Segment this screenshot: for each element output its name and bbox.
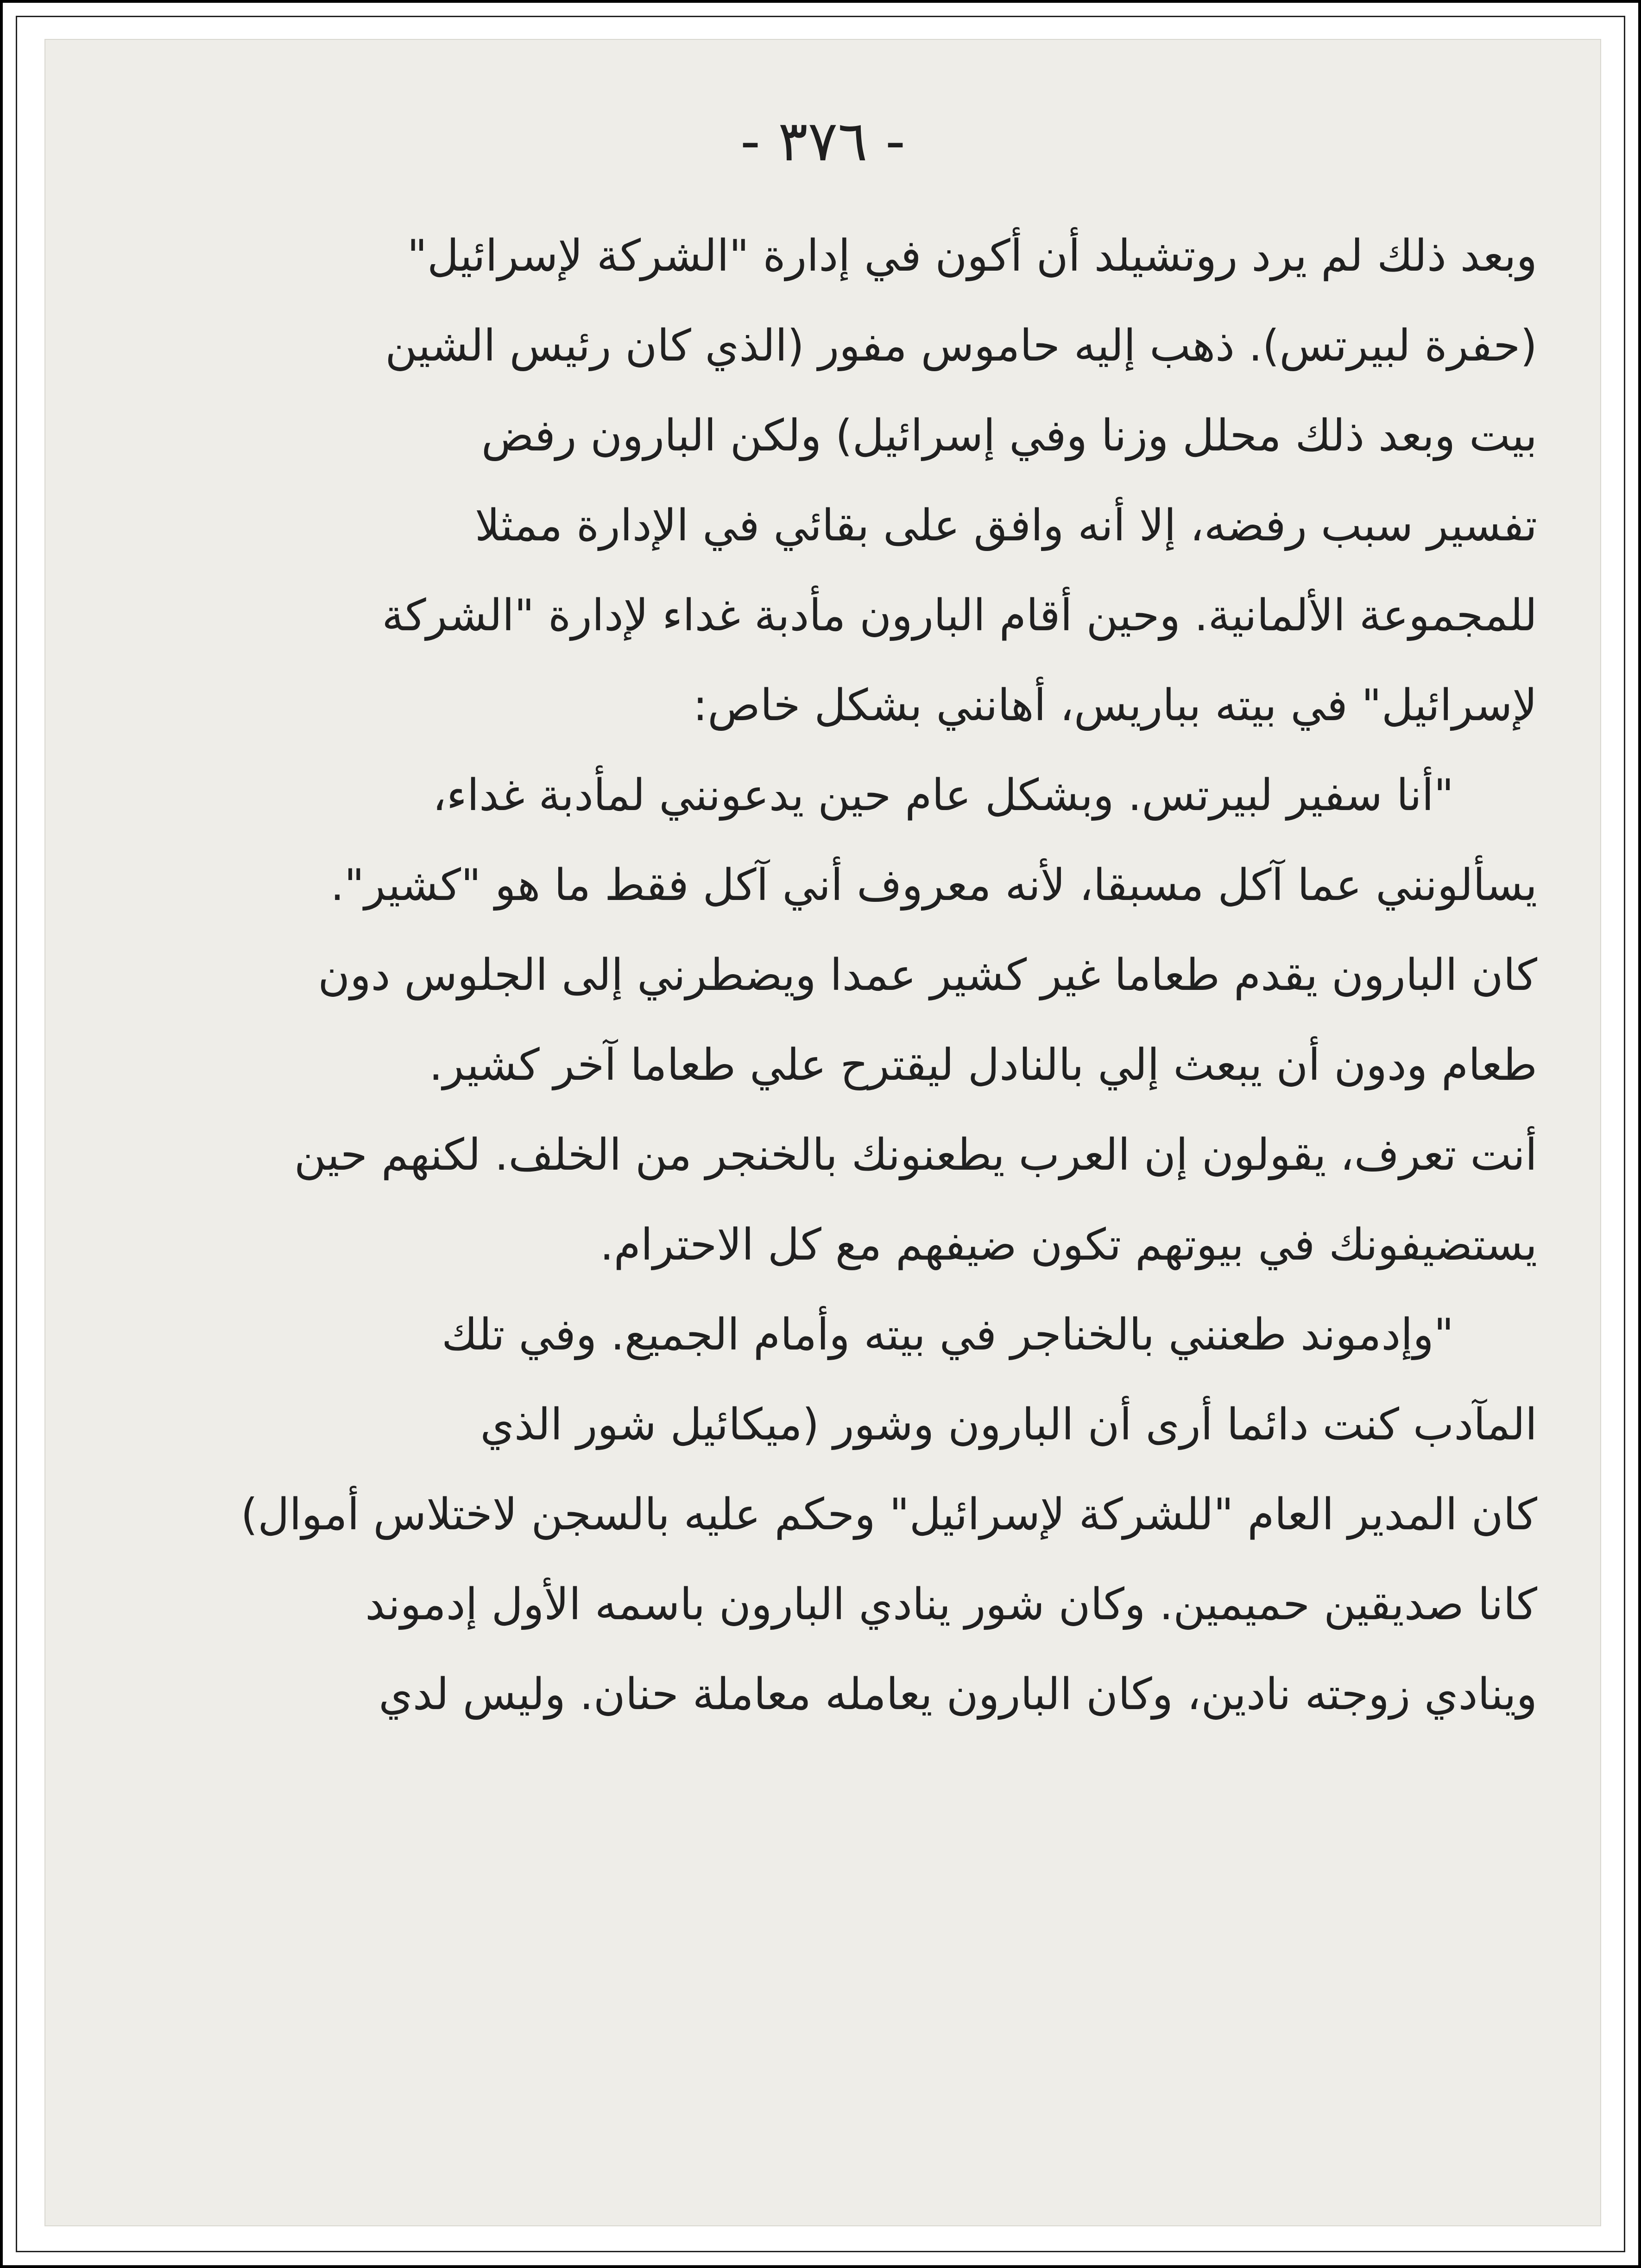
text-line: كان البارون يقدم طعاما غير كشير عمدا ويضطرني إلى الجلوس دون — [318, 950, 1537, 1001]
text-line-paragraph-start: "وإدموند طعنني بالخناجر في بيته وأمام الجميع. وفي تلك — [442, 1310, 1454, 1360]
text-line: (حفرة لبيرتس). ذهب إليه حاموس مفور (الذي كان رئيس الشين — [385, 321, 1537, 371]
text-line: بيت وبعد ذلك محلل وزنا وفي إسرائيل) ولكن البارون رفض — [481, 411, 1537, 461]
text-line: طعام ودون أن يبعث إلي بالنادل ليقترح علي طعاما آخر كشير. — [429, 1040, 1537, 1090]
text-line: يسألونني عما آكل مسبقا، لأنه معروف أني آكل فقط ما هو "كشير". — [330, 860, 1537, 911]
page-number: - ٣٧٦ - — [740, 109, 906, 174]
text-line: يستضيفونك في بيوتهم تكون ضيفهم مع كل الاحترام. — [600, 1220, 1537, 1270]
text-line: لإسرائيل" في بيته بباريس، أهانني بشكل خاص: — [693, 680, 1537, 731]
text-line: المآدب كنت دائما أرى أن البارون وشور (ميكائيل شور الذي — [480, 1400, 1537, 1450]
text-line: للمجموعة الألمانية. وحين أقام البارون مأدبة غداء لإدارة "الشركة — [382, 590, 1537, 641]
text-line: أنت تعرف، يقولون إن العرب يطعنونك بالخنجر من الخلف. لكنهم حين — [294, 1130, 1537, 1180]
text-line: كان المدير العام "للشركة لإسرائيل" وحكم عليه بالسجن لاختلاس أموال) — [240, 1489, 1537, 1540]
text-line: تفسير سبب رفضه، إلا أنه وافق على بقائي في الإدارة ممثلا — [474, 500, 1537, 551]
handwritten-text-body — [115, 211, 1537, 1740]
text-line: وبعد ذلك لم يرد روتشيلد أن أكون في إدارة "الشركة لإسرائيل" — [407, 231, 1537, 281]
text-line-paragraph-start: "أنا سفير لبيرتس. وبشكل عام حين يدعونني لمأدبة غداء، — [432, 770, 1454, 821]
text-line: كانا صديقين حميمين. وكان شور ينادي البارون باسمه الأول إدموند — [365, 1579, 1537, 1630]
document-page — [45, 40, 1600, 2225]
text-line: وينادي زوجته نادين، وكان البارون يعامله معاملة حنان. وليس لدي — [379, 1669, 1537, 1720]
